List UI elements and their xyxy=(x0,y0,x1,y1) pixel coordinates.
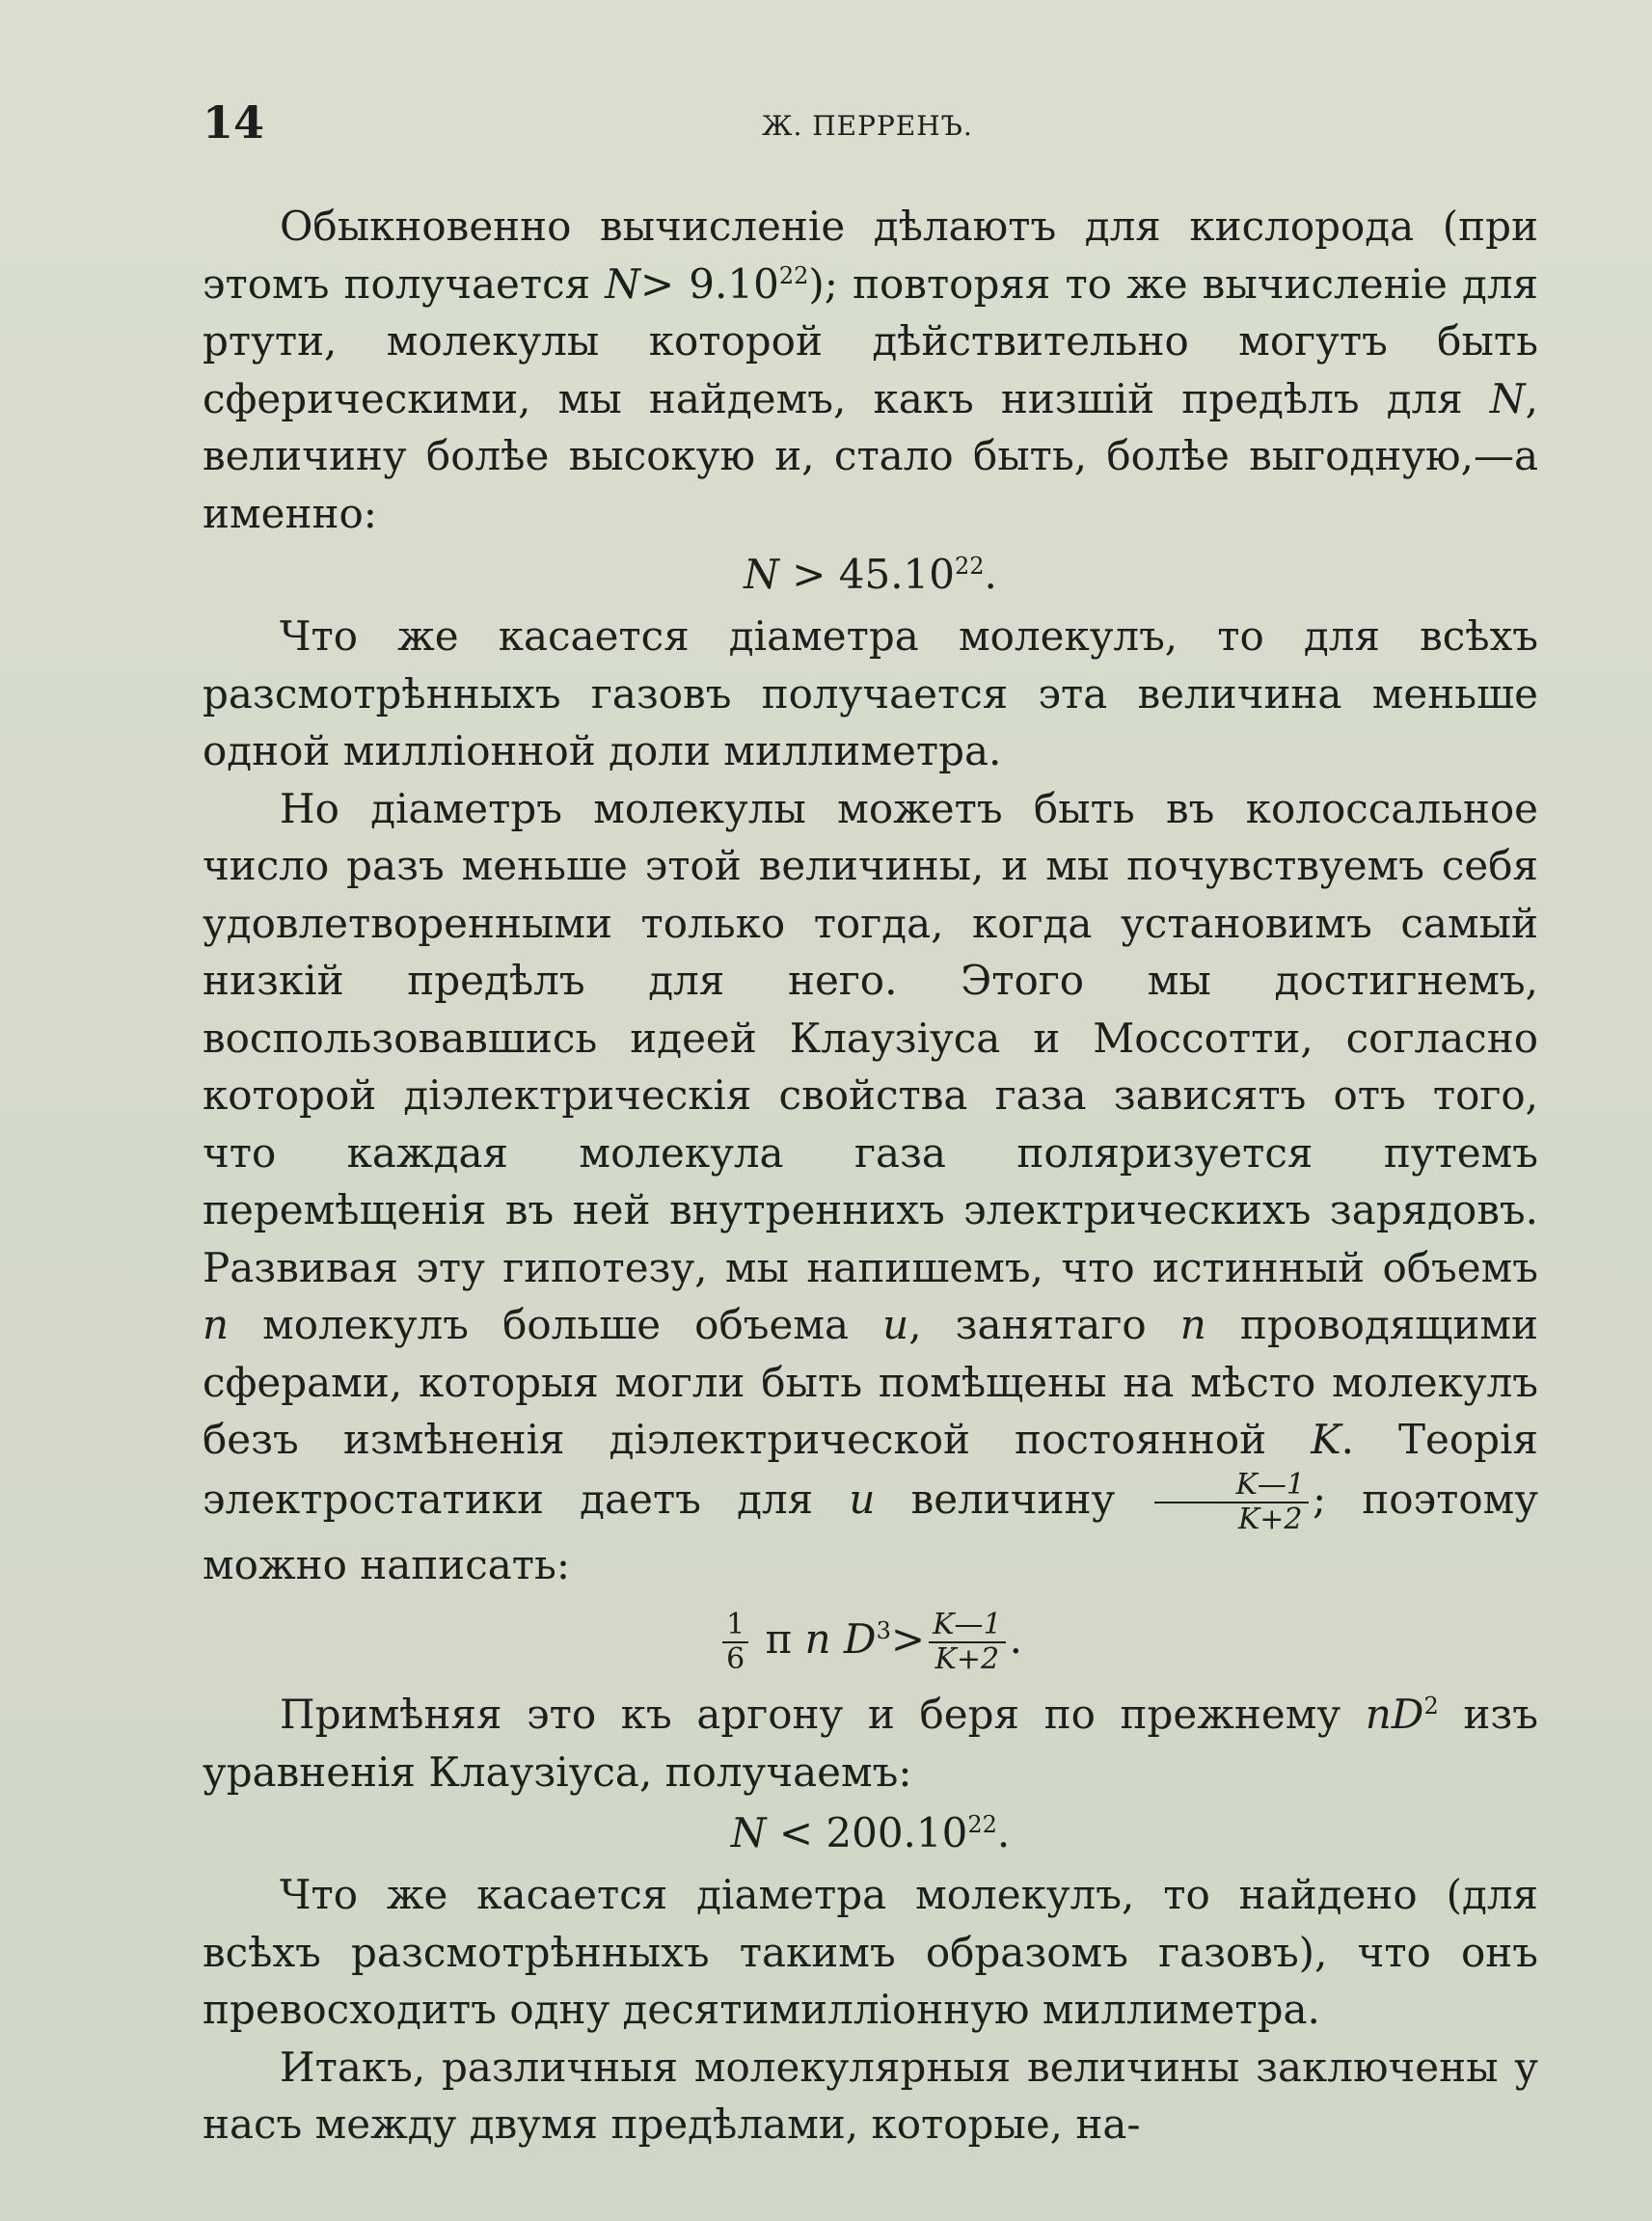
symbol-less: < xyxy=(778,1809,814,1856)
period: . xyxy=(1009,1615,1022,1663)
paragraph-oxygen-mercury xyxy=(203,198,1538,542)
symbol-u: u xyxy=(849,1475,876,1523)
text-run: ); повторяя то же вычисленіе для ртути, молекулы которой дѣйствительно могутъ быть сферическими, мы найдемъ, какъ низшій предѣлъ для xyxy=(203,259,1538,422)
symbol-greater: > xyxy=(890,1615,926,1663)
symbol-k: K xyxy=(1311,1416,1341,1463)
period: . xyxy=(996,1809,1011,1856)
symbol-nd: n D xyxy=(804,1615,877,1663)
text-run: , занятаго xyxy=(908,1301,1180,1348)
formula-volume-inequality xyxy=(203,1593,1538,1686)
text-run: Примѣняя это къ аргону и беря по прежнему xyxy=(280,1691,1366,1738)
fraction-k xyxy=(929,1609,1006,1676)
symbol-n-avogadro: N xyxy=(605,259,640,308)
body-text xyxy=(203,198,1538,2153)
symbol-n: n xyxy=(1179,1301,1206,1348)
exponent: 3 xyxy=(876,1617,891,1644)
fraction-k xyxy=(1154,1469,1309,1536)
fraction-denominator: K+2 xyxy=(1237,1502,1303,1536)
formula-n-lower-bound xyxy=(203,542,1538,608)
text-run: величину xyxy=(875,1475,1151,1523)
symbol-n: n xyxy=(203,1301,230,1348)
exponent: 2 xyxy=(1423,1693,1439,1720)
symbol-greater: > xyxy=(792,551,826,598)
exponent: 22 xyxy=(955,553,985,580)
text-run: проводящими сферами, которыя могли быть помѣщены на мѣсто молекулъ безъ измѣненія діэлектрической постоянной xyxy=(203,1301,1538,1463)
symbol-greater: > xyxy=(640,259,675,308)
period: . xyxy=(984,551,997,598)
fraction-numerator: K—1 xyxy=(929,1609,1006,1643)
formula-n-upper-bound xyxy=(203,1801,1538,1866)
fraction-one-sixth xyxy=(722,1609,748,1676)
text-run: ; поэтому можно написать: xyxy=(203,1475,1538,1588)
exponent: 22 xyxy=(967,1811,997,1838)
fraction-denominator: 6 xyxy=(726,1642,745,1676)
text-run: , величину болѣе высокую и, стало быть, болѣе выгодную,—а именно: xyxy=(203,374,1538,537)
paragraph-clausius-mossotti xyxy=(203,780,1538,1594)
text-run: Но діаметръ молекулы можетъ быть въ колоссальное число разъ меньше этой величины, и мы почувствуемъ себя удовлетворенными только тогда, когда установимъ самый низкій предѣлъ для него. Этого мы достигнемъ, воспользовавшись идеей Клаузіуса и Моссотти, согласно которой діэлектрическія свойства газа зависятъ отъ того, что каждая молекула газа поляризуется путемъ перемѣщенія въ ней внутреннихъ электрическихъ зарядовъ. Развивая эту гипотезу, мы напишемъ, что истинный объемъ xyxy=(203,784,1538,1291)
paragraph-diameter: Что же касается діаметра молекулъ, то для всѣхъ разсмотрѣнныхъ газовъ получается эта величина меньше одной милліонной доли миллиметра. xyxy=(203,612,1538,774)
symbol-nd: nD xyxy=(1365,1691,1424,1738)
text-run: Обыкновенно вычисленіе дѣлаютъ для кислорода (при этомъ получается xyxy=(203,203,1538,308)
text-run: 9.10 xyxy=(674,259,779,308)
symbol-n-avogadro: N xyxy=(730,1809,767,1856)
paragraph-diameter-found: Что же касается діаметра молекулъ, то найдено (для всѣхъ разсмотрѣнныхъ такимъ образомъ газовъ), что онъ превосходитъ одну десятимилліонную миллиметра. xyxy=(203,1871,1538,2033)
symbol-u: u xyxy=(882,1301,909,1348)
fraction-numerator: 1 xyxy=(722,1609,748,1643)
symbol-n-avogadro: N xyxy=(744,551,779,598)
text-run: изъ уравненія Клаузіуса, получаемъ: xyxy=(203,1691,1538,1796)
page-header xyxy=(203,96,1543,154)
running-head: Ж. ПЕРРЕНЪ. xyxy=(762,110,973,142)
symbol-pi: π xyxy=(765,1615,793,1663)
formula-value: 45.10 xyxy=(838,551,955,598)
formula-value: 200.10 xyxy=(826,1809,968,1856)
symbol-n-avogadro: N xyxy=(1489,374,1526,422)
text-run: молекулъ больше объема xyxy=(229,1301,883,1348)
paragraph-argon xyxy=(203,1686,1538,1801)
text-run: . Теорія электростатики даетъ для xyxy=(203,1416,1538,1523)
fraction-numerator: K—1 xyxy=(1154,1469,1309,1503)
exponent: 22 xyxy=(778,261,809,289)
fraction-denominator: K+2 xyxy=(934,1642,1000,1676)
paragraph-conclusion: Итакъ, различныя молекулярныя величины заключены у насъ между двумя предѣлами, которые, на- xyxy=(203,2043,1538,2148)
page-number: 14 xyxy=(203,96,265,149)
